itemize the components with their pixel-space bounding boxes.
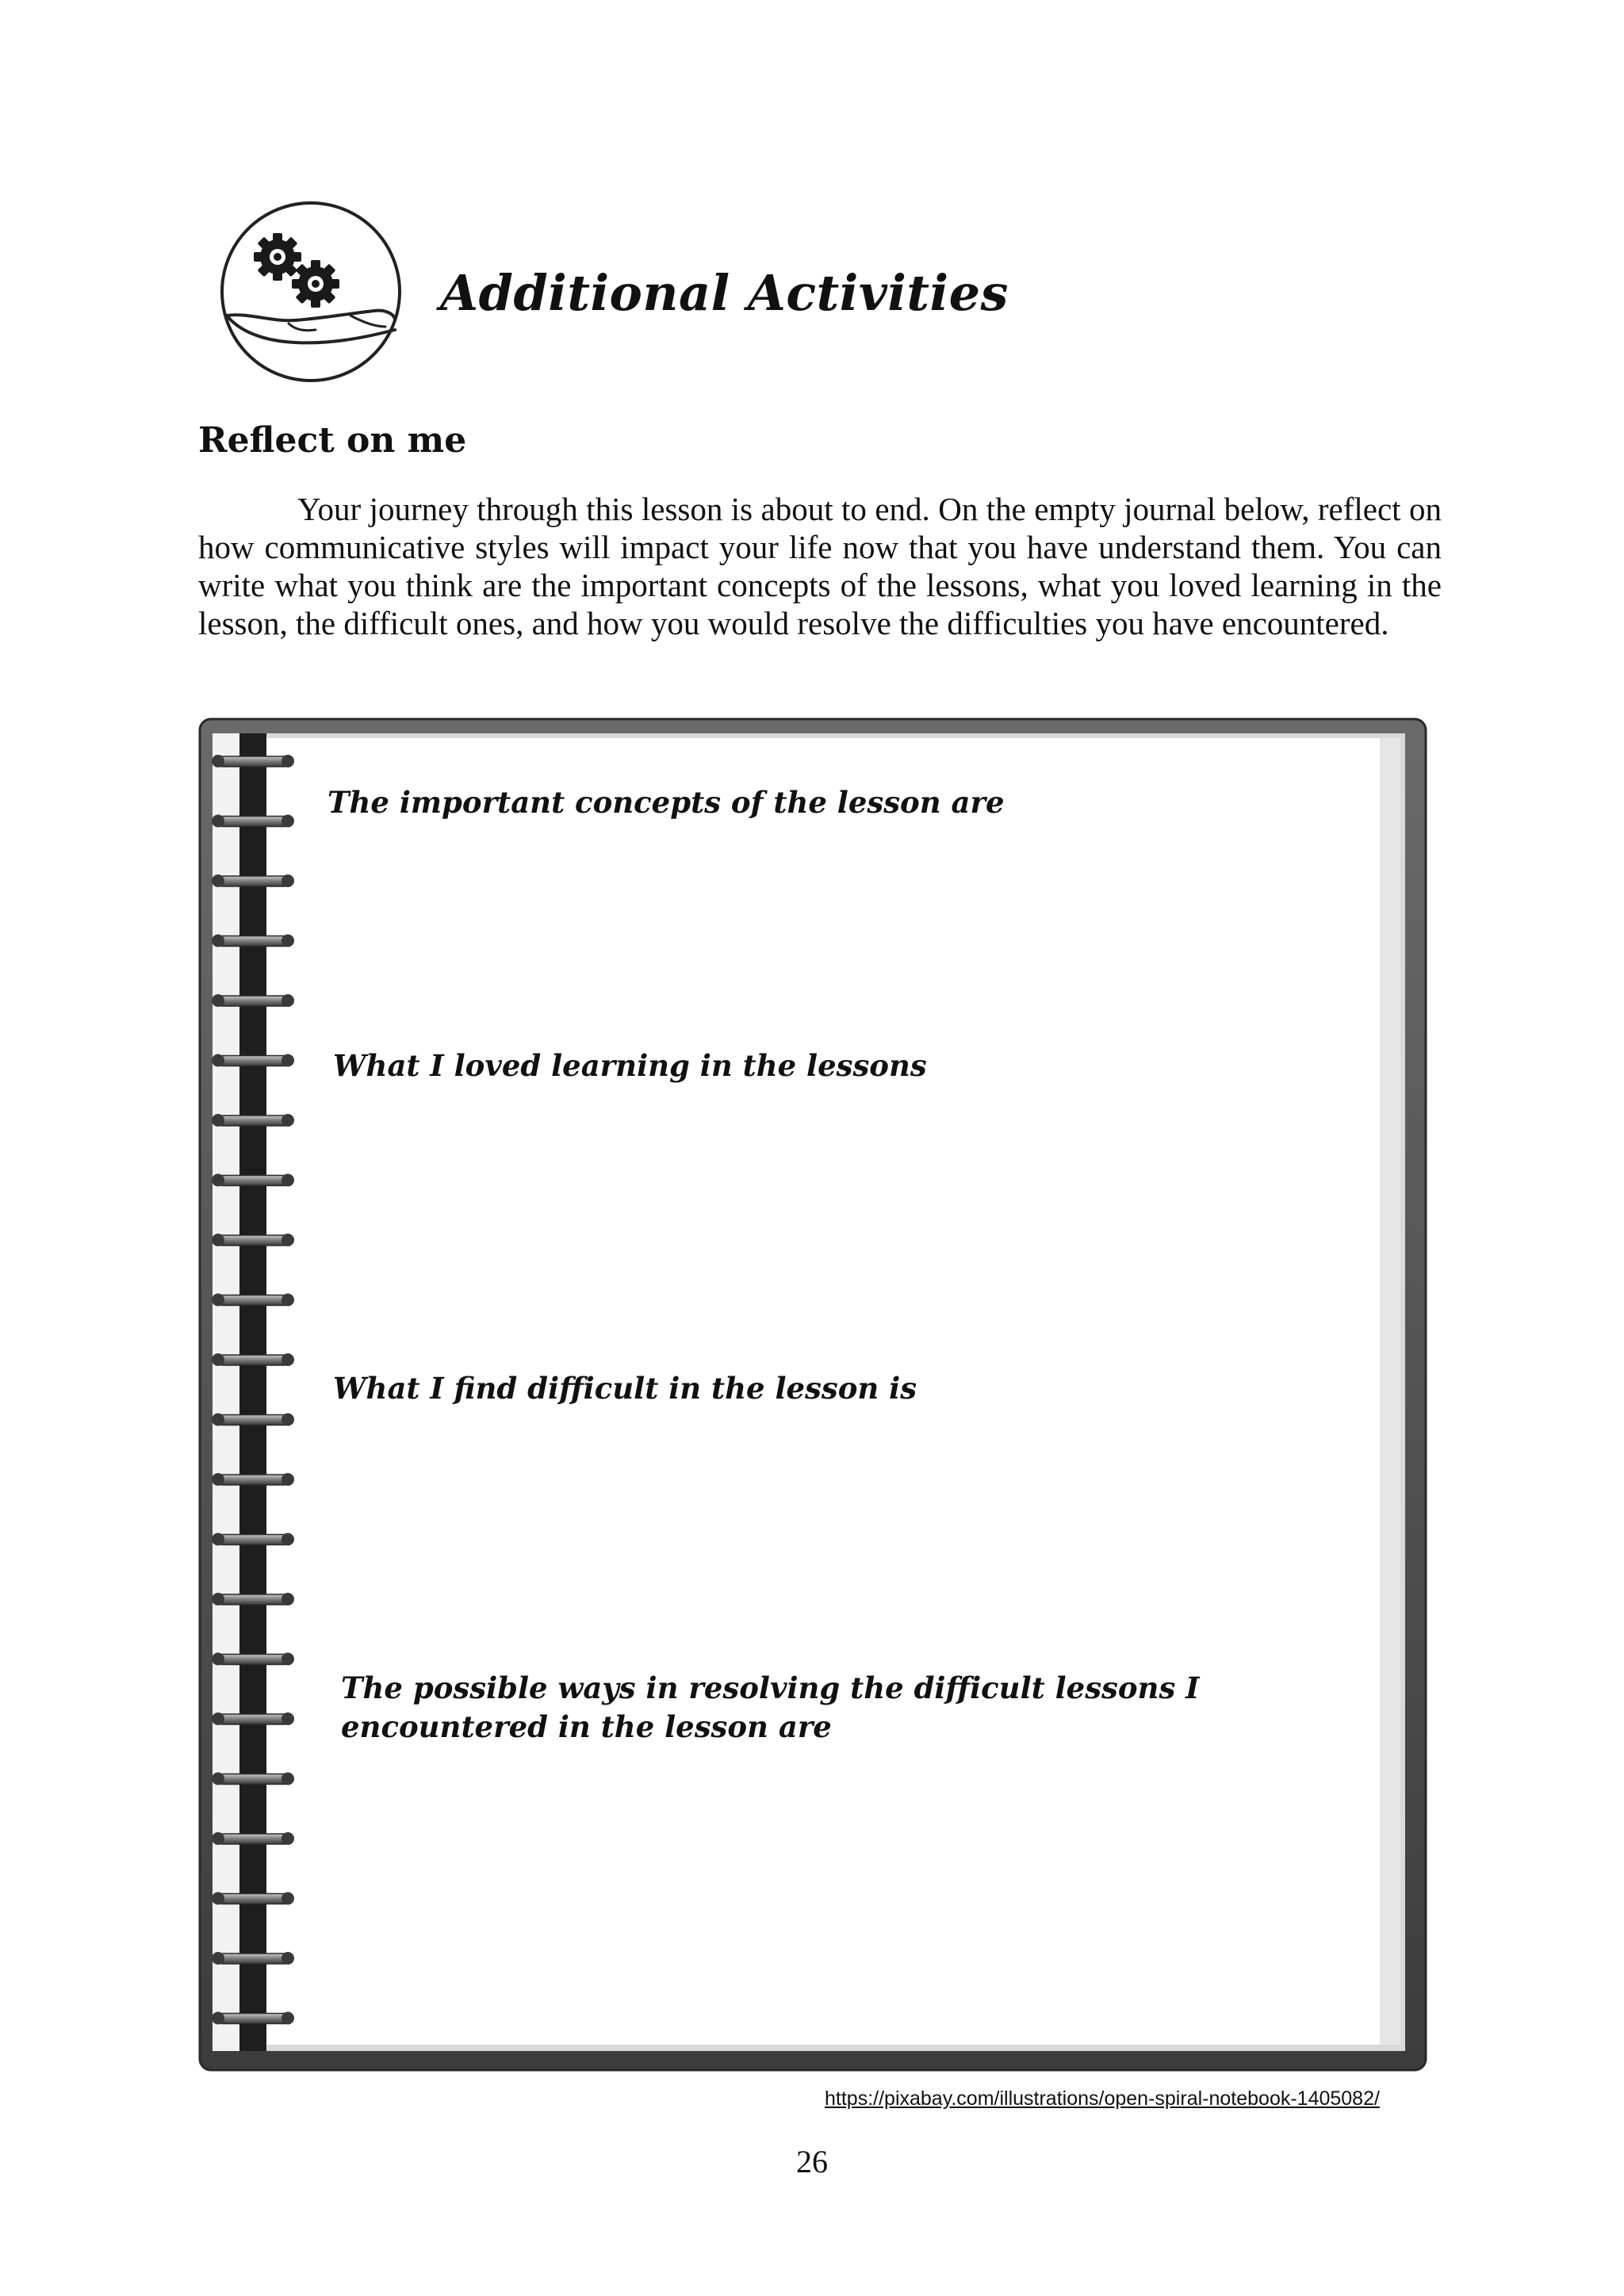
spiral-ring bbox=[212, 1414, 294, 1426]
spiral-ring bbox=[212, 1593, 294, 1605]
journal-notebook bbox=[198, 718, 1427, 2073]
activity-title: Reflect on me bbox=[198, 420, 467, 461]
spiral-ring bbox=[212, 1294, 294, 1307]
answer-area-difficult[interactable] bbox=[325, 1415, 1348, 1653]
spiral-ring bbox=[212, 1234, 294, 1246]
spiral-ring bbox=[212, 935, 294, 947]
section-title: Additional Activities bbox=[440, 264, 1009, 322]
journal-prompt-resolve: The possible ways in resolving the difficult lessons I encountered in the lesson are bbox=[341, 1670, 1200, 1744]
instructions-paragraph: Your journey through this lesson is about to end. On the empty journal below, reflect on how communicative styles will impact your life now that you have understand them. You can write what you think are the important concepts of the lessons, what you loved learning in the lesson, the difficult ones, and how you would resolve the difficulties you have encountered. bbox=[198, 491, 1442, 641]
image-source-link[interactable]: https://pixabay.com/illustrations/open-spiral-notebook-1405082/ bbox=[825, 2087, 1380, 2110]
answer-area-concepts[interactable] bbox=[325, 828, 1348, 1027]
spiral-ring bbox=[212, 1712, 294, 1725]
spiral-ring bbox=[212, 1892, 294, 1905]
spiral-ring bbox=[212, 1473, 294, 1486]
spiral-ring bbox=[212, 755, 294, 767]
spiral-ring bbox=[212, 1773, 294, 1785]
page-number: 26 bbox=[796, 2144, 828, 2179]
spiral-ring bbox=[212, 1952, 294, 1965]
spiral-ring bbox=[212, 1353, 294, 1366]
journal-prompt-difficult: What I find difficult in the lesson is bbox=[333, 1371, 917, 1406]
spiral-ring bbox=[212, 2012, 294, 2025]
answer-area-loved-learning[interactable] bbox=[325, 1094, 1348, 1356]
journal-prompt-loved-learning: What I loved learning in the lessons bbox=[333, 1048, 927, 1083]
spiral-ring bbox=[212, 994, 294, 1007]
spiral-ring bbox=[212, 1054, 294, 1067]
spiral-ring bbox=[212, 1114, 294, 1127]
answer-area-resolve[interactable] bbox=[325, 1756, 1348, 2018]
spiral-ring bbox=[212, 1653, 294, 1666]
spiral-ring bbox=[212, 1174, 294, 1187]
spiral-ring bbox=[212, 1832, 294, 1845]
spiral-ring bbox=[212, 815, 294, 828]
spiral-ring bbox=[212, 874, 294, 887]
spiral-ring bbox=[212, 1533, 294, 1546]
journal-prompt-concepts: The important concepts of the lesson are bbox=[327, 785, 1005, 820]
hand-with-gears-icon bbox=[216, 195, 406, 388]
